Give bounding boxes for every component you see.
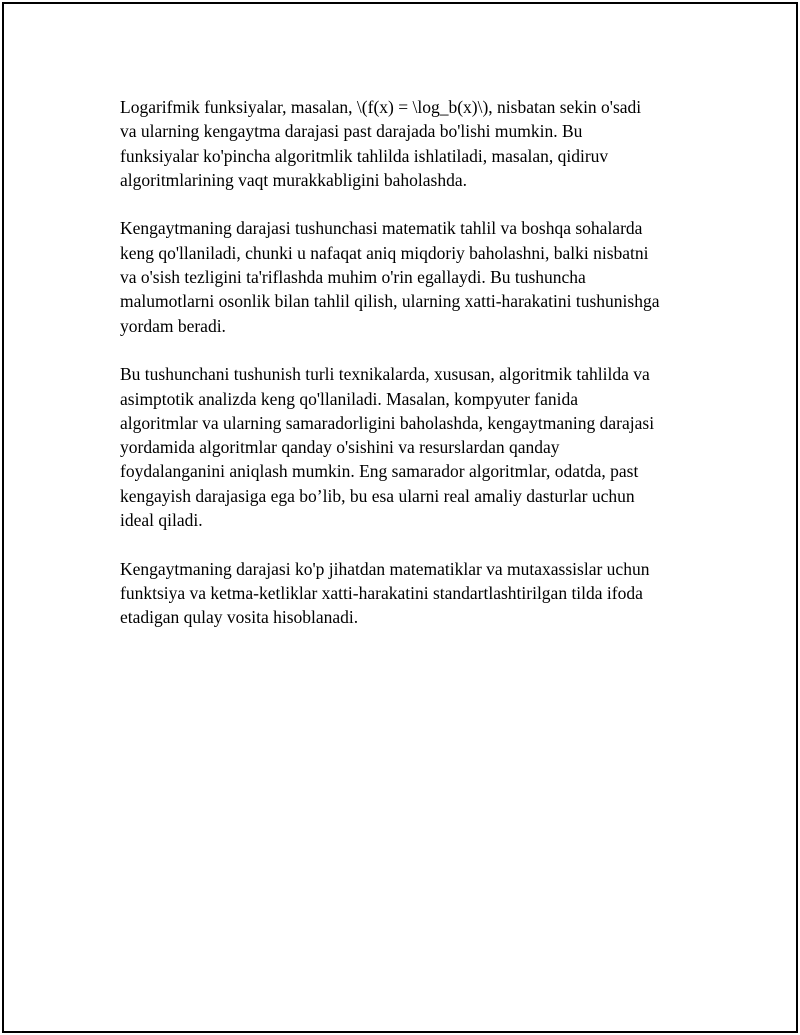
paragraph-conclusion: Kengaytmaning darajasi ko'p jihatdan matematiklar va mutaxassislar uchun funktsiya va ketma-ketliklar xatti-harakatini standartlashtirilgan tilda ifoda etadigan qulay vosita hisoblanadi. <box>120 558 650 628</box>
paragraph-logarithmic-functions: Logarifmik funksiyalar, masalan, \(f(x) = \log_b(x)\), nisbatan sekin o'sadi va ularning kengaytma darajasi past darajada bo'lishi mumkin. Bu funksiyalar ko'pincha algoritmlik tahlilda ishlatiladi, masalan, qidiruv algoritmlarining vaqt murakkabligini baholashda. <box>120 97 642 190</box>
document-body <box>120 95 694 654</box>
document-page <box>2 2 798 1033</box>
paragraph-algorithmic-analysis: Bu tushunchani tushunish turli texnikalarda, xususan, algoritmik tahlilda va asimptotik analizda keng qo'llaniladi. Masalan, kompyuter fanida algoritmlar va ularning samaradorligini baholashda, kengaytmaning darajasi yordamida algoritmlar qanday o'sishini va resurslardan qanday foydalanganini aniqlash mumkin. Eng samarador algoritmlar, odatda, past kengayish darajasiga ega bo’lib, bu esa ularni real amaliy dasturlar uchun ideal qiladi. <box>120 364 655 531</box>
paragraph-growth-rate-concept: Kengaytmaning darajasi tushunchasi matematik tahlil va boshqa sohalarda keng qo'llaniladi, chunki u nafaqat aniq miqdoriy baholashni, balki nisbatni va o'sish tezligini ta'riflashda muhim o'rin egallaydi. Bu tushuncha malumotlarni osonlik bilan tahlil qilish, ularning xatti-harakatini tushunishga yordam beradi. <box>120 218 660 336</box>
